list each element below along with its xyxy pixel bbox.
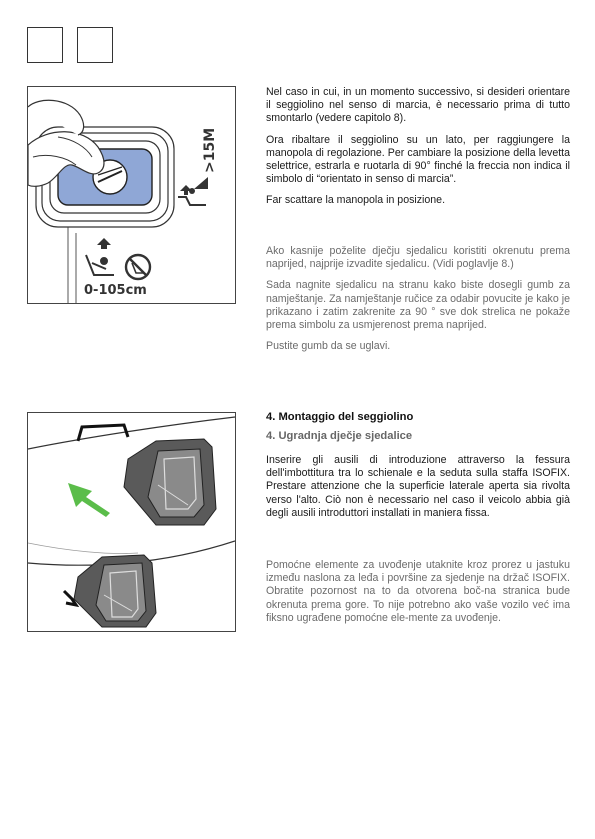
height-label-top: >15M: [202, 127, 218, 173]
figure-adjustment-knob: [27, 86, 236, 304]
paragraph: Ora ribaltare il seggiolino su un lato, per raggiungere la manopola di regolazione. Per cambiare la posizione della levetta selettrice, estrarla e ruotarla di 90° finché la freccia non indica il simbolo di “orientato in senso di marcia”.: [266, 133, 570, 186]
corner-box-left: [27, 27, 63, 63]
paragraph: Pustite gumb da se uglavi.: [266, 340, 391, 353]
section1-italian: [266, 86, 570, 216]
section2-italian: [266, 411, 570, 528]
paragraph: Ako kasnije poželite dječju sjedalicu koristiti okrenutu prema naprijed, najprije izvadite sjedalicu. (Vidi poglavlje 8.): [266, 245, 570, 271]
section-heading-italian: 4. Montaggio del seggiolino: [266, 411, 414, 423]
paragraph: Inserire gli ausili di introduzione attraverso la fessura dell'imbottitura tra lo schienale e la seduta sulla staffa ISOFIX. Prestare attenzione che la superficie laterale aperta sia rivolta verso l'alto. Ciò non è necessario nel caso il veicolo abbia già degli ausili introduttori installati in maniera fissa.: [266, 454, 570, 519]
paragraph: Nel caso in cui, in un momento successivo, si desideri orientare il seggiolino nel senso di marcia, è necessario prima di tutto smontarlo (vedere capitolo 8).: [266, 86, 570, 125]
paragraph: Sada nagnite sjedalicu na stranu kako biste dosegli gumb za namještanje. Za namještanje ručice za odabir povucite je kako je prikazano i zatim zakrenite za 90 ° sve dok strelica ne pokaže prema simbolu za usmjerenost prema naprijed.: [266, 279, 570, 332]
paragraph: Far scattare la manopola in posizione.: [266, 194, 446, 207]
paragraph: Pomoćne elemente za uvođenje utaknite kroz prorez u jastuku između naslona za leđa i površine za sjedenje na držač ISOFIX. Obratite pozornost na to da otvorena boč-na stranica bude okrenuta prema gore. To nije potrebno ako vaše vozilo već ima fiksno ugrađene pomoćne ele-mente za uvođenje.: [266, 559, 570, 624]
corner-box-right: [77, 27, 113, 63]
figure-isofix-guides: [27, 412, 236, 632]
height-label-bottom: 0-105cm: [84, 283, 147, 298]
section2-croatian: [266, 559, 570, 633]
section1-croatian: [266, 245, 570, 361]
section-heading-croatian: 4. Ugradnja dječje sjedalice: [266, 430, 413, 442]
